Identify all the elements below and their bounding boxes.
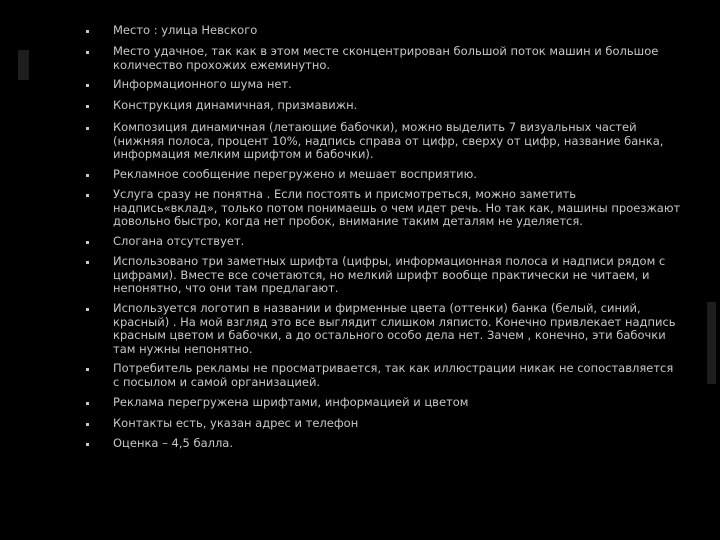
bullet-dot-icon: [86, 105, 89, 108]
bullet-text: Услуга сразу не понятна . Если постоять и присмотреться, можно заметить надпись«вклад», только потом понимаешь о чем идет речь. Но так как, машины проезжают довольно быстро, когда нет пробок, внимание таким деталям не уделяется.: [113, 187, 681, 229]
bullet-text: Слогана отсутствует.: [113, 234, 245, 248]
bullet-text: Оценка – 4,5 балла.: [113, 436, 234, 450]
bullet-dot-icon: [86, 261, 89, 264]
bullet-dot-icon: [86, 127, 89, 130]
bullet-dot-icon: [86, 423, 89, 426]
bullet-dot-icon: [86, 51, 89, 54]
bullet-dot-icon: [86, 402, 89, 405]
accent-bar-left: [18, 50, 29, 80]
bullet-dot-icon: [86, 308, 89, 311]
bullet-dot-icon: [86, 30, 89, 33]
bullet-dot-icon: [86, 443, 89, 446]
bullet-text: Место удачное, так как в этом месте сконцентрирован большой поток машин и большое количество прохожих ежеминутно.: [113, 44, 659, 72]
bullet-text: Информационного шума нет.: [113, 77, 292, 91]
bullet-text: Использовано три заметных шрифта (цифры, информационная полоса и надписи рядом с цифрами). Вместе все сочетаются, но мелкий шрифт вообще практически не читаем, и непонятно, что они там предлагают.: [113, 254, 666, 296]
bullet-text: Композиция динамичная (летающие бабочки), можно выделить 7 визуальных частей (нижняя полоса, процент 10%, надпись справа от цифр, сверху от цифр, название банка, информация мелким шрифтом и бабочки).: [113, 120, 664, 162]
bullet-text: Место : улица Невского: [113, 23, 258, 37]
bullet-dot-icon: [86, 174, 89, 177]
bullet-dot-icon: [86, 368, 89, 371]
bullet-text: Реклама перегружена шрифтами, информацией и цветом: [113, 395, 469, 409]
bullet-dot-icon: [86, 241, 89, 244]
bullet-text: Потребитель рекламы не просматривается, так как иллюстрации никак не сопоставляется с посылом и самой организацией.: [113, 361, 674, 389]
bullet-text: Используется логотип в названии и фирменные цвета (оттенки) банка (белый, синий, красный) . На мой взгляд это все выглядит слишком ляписто. Конечно привлекает надпись красным цветом и бабочки, а до остального особо дела нет. Зачем , конечно, эти бабочки там нужны непонятно.: [113, 301, 676, 356]
bullet-text: Конструкция динамичная, призмавижн.: [113, 98, 358, 112]
bullet-dot-icon: [86, 84, 89, 87]
accent-bar-right: [707, 302, 716, 384]
bullet-text: Контакты есть, указан адрес и телефон: [113, 416, 359, 430]
bullet-text: Рекламное сообщение перегружено и мешает восприятию.: [113, 167, 477, 181]
bullet-dot-icon: [86, 194, 89, 197]
